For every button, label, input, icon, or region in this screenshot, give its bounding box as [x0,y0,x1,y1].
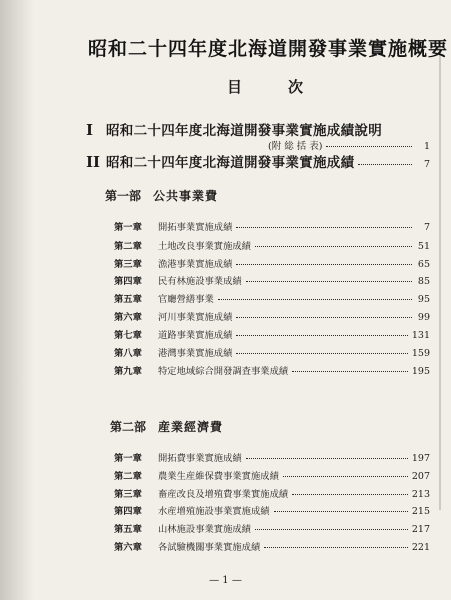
chapter-label: 第三章 [114,259,142,270]
leader-dots [246,458,408,459]
chapter-page: 217 [411,524,430,535]
toc-row [114,363,430,377]
toc-row [114,256,430,270]
toc-row [114,291,430,305]
section-2-page: 7 [423,159,430,170]
chapter-page: 65 [417,259,430,270]
section-1 [86,119,430,139]
chapter-label: 第六章 [114,542,142,553]
chapter-page: 221 [411,542,430,553]
chapter-title: 畜産改良及增殖費事業實施成績 [158,489,289,500]
chapter-page: 159 [411,348,430,359]
chapter-page: 197 [411,453,430,464]
chapter-label: 第九章 [114,366,142,377]
chapter-title: 河川事業實施成績 [158,312,233,323]
chapter-title: 民有林施設事業成績 [158,276,242,287]
part-1-heading [105,187,218,204]
toc-row [114,539,430,553]
chapter-label: 第八章 [114,348,142,359]
leader-dots [255,529,408,530]
leader-dots [236,227,412,228]
section-1-numeral: I [86,121,94,139]
chapter-label: 第一章 [114,222,142,233]
chapter-page: 213 [411,489,430,500]
leader-dots [292,494,408,495]
chapter-page: 215 [411,506,430,517]
leader-dots [264,547,408,548]
leader-dots [326,146,412,147]
chapter-page: 99 [417,312,430,323]
chapter-label: 第七章 [114,330,142,341]
chapter-label: 第五章 [114,524,142,535]
chapter-title: 開拓費事業實施成績 [158,453,242,464]
chapter-label: 第四章 [114,276,142,287]
section-2-title: 昭和二十四年度北海道開發事業實施成績 [106,155,355,171]
toc-row [114,273,430,287]
section-1-sub [268,138,430,152]
leader-dots [358,164,412,165]
section-1-title: 昭和二十四年度北海道開發事業實施成績說明 [106,123,382,139]
leader-dots [218,299,412,300]
chapter-title: 水産增殖施設事業實施成績 [158,506,270,517]
chapter-title: 各試驗機關事業實施成績 [158,542,261,553]
part-2-label: 第二部 [110,420,147,434]
chapter-page: 131 [411,330,430,341]
part-2-title: 産業經濟費 [158,420,224,434]
leader-dots [292,371,408,372]
leader-dots [283,476,408,477]
toc-row [114,486,430,500]
chapter-title: 特定地域綜合開發調査事業成績 [158,366,289,377]
page-edge-shadow [439,40,441,510]
chapter-title: 漁港事業實施成績 [158,259,233,270]
chapter-title: 港灣事業實施成績 [158,348,233,359]
document-title: 昭和二十四年度北海道開發事業實施概要 [88,38,449,60]
chapter-page: 207 [411,471,430,482]
toc-row [114,503,430,517]
chapter-label: 第二章 [114,471,142,482]
chapter-label: 第四章 [114,506,142,517]
chapter-title: 農業生産維保費事業實施成績 [158,471,279,482]
leader-dots [274,511,408,512]
chapter-title: 官廳營繕事業 [158,294,214,305]
leader-dots [246,281,412,282]
chapter-label: 第二章 [114,241,142,252]
toc-row [114,309,430,323]
binding-shadow [0,0,34,600]
chapter-page: 195 [411,366,430,377]
chapter-page: 51 [417,241,430,252]
contents-heading-char-2: 次 [288,78,304,96]
leader-dots [236,353,407,354]
section-1-sub-label: (附 総 括 表) [268,141,323,152]
section-2 [86,151,430,171]
toc-row [114,345,430,359]
chapter-title: 山林施設事業實施成績 [158,524,251,535]
chapter-label: 第五章 [114,294,142,305]
part-2-heading [110,418,223,435]
leader-dots [236,317,412,318]
chapter-label: 第六章 [114,312,142,323]
toc-row [114,521,430,535]
contents-heading [227,76,303,97]
chapter-page: 95 [417,294,430,305]
chapter-title: 開拓事業實施成績 [158,222,233,233]
toc-row [114,238,430,252]
part-1-title: 公共事業費 [153,189,219,203]
page-number: — 1 — [209,575,242,586]
chapter-page: 85 [417,276,430,287]
toc-row [114,219,430,233]
contents-heading-char-1: 目 [227,78,243,96]
section-1-sub-page: 1 [423,141,430,152]
leader-dots [236,264,412,265]
chapter-label: 第一章 [114,453,142,464]
chapter-title: 土地改良事業實施成績 [158,241,251,252]
leader-dots [255,246,412,247]
leader-dots [236,335,407,336]
part-1-label: 第一部 [105,189,142,203]
toc-row [114,468,430,482]
toc-row [114,327,430,341]
chapter-label: 第三章 [114,489,142,500]
toc-row [114,450,430,464]
chapter-title: 道路事業實施成績 [158,330,233,341]
section-2-numeral: II [86,153,101,171]
chapter-page: 7 [423,222,430,233]
